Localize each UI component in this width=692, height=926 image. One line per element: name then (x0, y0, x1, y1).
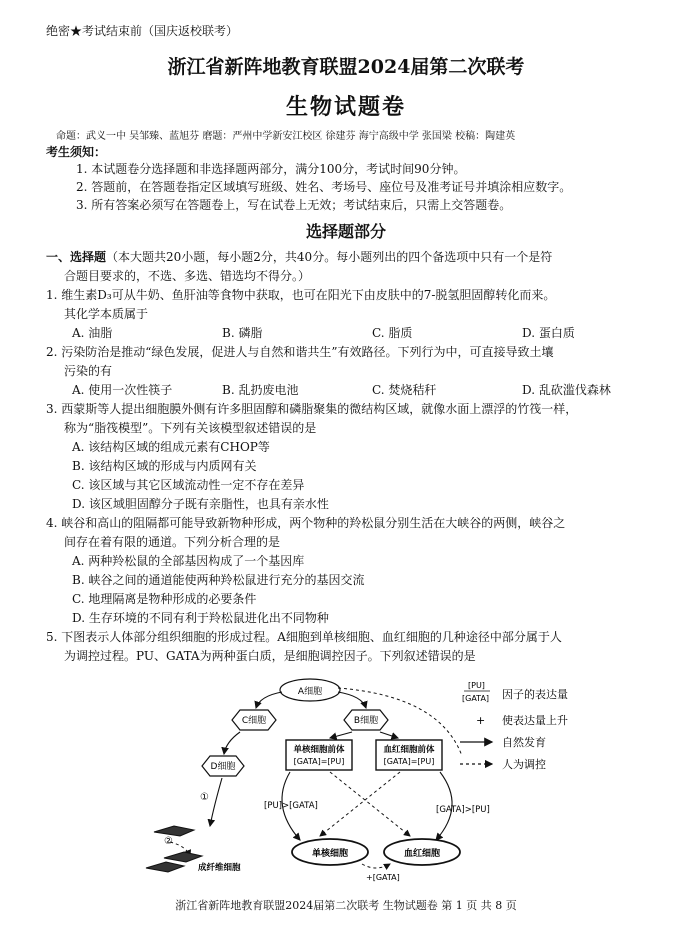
questions-block (46, 248, 676, 666)
option-b: B. 磷脂 (222, 326, 263, 340)
arrow-mono-rbc-dashed (362, 864, 390, 868)
section-title: 选择题部分 (305, 222, 386, 241)
cross-dashed-1 (330, 772, 410, 836)
notes-heading: 考生须知： (46, 145, 107, 159)
question-stem: 5. 下图表示人体部分组织细胞的形成过程。A细胞到单核细胞、血红细胞的几种途径中部分属于人 (46, 630, 562, 644)
arrow-a-c (256, 692, 282, 708)
options-row (46, 324, 676, 343)
right-condition: [GATA]>[PU] (436, 805, 490, 815)
legend-fraction-bottom: [GATA] (462, 694, 490, 703)
notes-list (76, 160, 571, 214)
option-c: C. 脂质 (372, 326, 413, 340)
step-1-label: ① (200, 792, 209, 803)
cell-d-label: D细胞 (210, 762, 236, 772)
fibroblast-label: 成纤维细胞 (198, 863, 241, 873)
exam-title: 浙江省新阵地教育联盟2024届第二次联考 (167, 56, 525, 78)
option-b: B. 乱扔废电池 (222, 383, 299, 397)
arrow-b-mono-pre (330, 732, 352, 738)
note-item: 2. 答题前，在答题卷指定区域填写班级、姓名、考场号、座位号及准考证号并填涂相应数字。 (76, 180, 572, 194)
left-condition: [PU]>[GATA] (264, 801, 318, 811)
option-b: B. 峡谷之间的通道能使两种羚松鼠进行充分的基因交流 (72, 573, 365, 587)
mono-precursor-ratio: [GATA]=[PU] (293, 757, 345, 766)
mono-cell-label: 单核细胞 (311, 849, 349, 859)
question-stem-cont: 为调控过程。PU、GATA为两种蛋白质，是细胞调控因子。下列叙述错误的是 (64, 649, 476, 663)
legend-factor-text: 因子的表达量 (502, 688, 568, 701)
arrow-c-d (224, 732, 240, 754)
arrow-b-rbc-pre (380, 732, 398, 738)
cell-b-label: B细胞 (353, 716, 379, 726)
fibroblast-shape (164, 852, 202, 862)
cell-a-label: A细胞 (297, 687, 323, 697)
option-d: D. 乱砍滥伐森林 (522, 383, 611, 397)
option-b: B. 该结构区域的形成与内质网有关 (72, 459, 257, 473)
page-footer: 浙江省新阵地教育联盟2024届第二次联考 生物试题卷 第 1 页 共 8 页 (175, 899, 517, 912)
mono-precursor-label: 单核细胞前体 (293, 745, 345, 755)
rbc-precursor-label: 血红细胞前体 (383, 745, 435, 755)
option-d: D. 该区域胆固醇分子既有亲脂性，也具有亲水性 (72, 497, 329, 511)
question-stem-cont: 其化学本质属于 (64, 307, 149, 321)
question-stem: 1. 维生素D₃可从牛奶、鱼肝油等食物中获取，也可在阳光下由皮肤中的7-脱氢胆固醇转化而来。 (46, 288, 556, 302)
part-intro-line2: 合题目要求的，不选、多选、错选均不得分。） (64, 269, 311, 283)
question-4 (46, 514, 676, 628)
legend-solid-text: 自然发育 (502, 736, 546, 749)
cell-c-label: C细胞 (241, 716, 267, 726)
step-2-label: ② (164, 836, 173, 847)
question-3 (46, 400, 676, 514)
exam-subtitle: 生物试题卷 (285, 94, 406, 120)
option-d: D. 蛋白质 (522, 326, 575, 340)
fibroblast-shape (154, 826, 194, 836)
question-5 (46, 628, 676, 666)
legend-dashed-text: 人为调控 (502, 758, 546, 771)
note-item: 3. 所有答案必须写在答题卷上，写在试卷上无效；考试结束后，只需上交答题卷。 (76, 198, 512, 212)
arrow-d-fibro (210, 778, 222, 826)
cell-differentiation-figure (140, 676, 670, 886)
fibroblast-shape (146, 862, 184, 872)
authors-line: 命题：武义一中 吴邹臻、蓝旭芬 磨题：严州中学新安江校区 徐建芬 海宁高级中学 张国梁 校稿：陶建英 (56, 131, 516, 142)
note-item: 1. 本试题卷分选择题和非选择题两部分，满分100分，考试时间90分钟。 (76, 162, 466, 176)
option-a: A. 使用一次性筷子 (72, 383, 173, 397)
option-d: D. 生存环境的不同有利于羚松鼠进化出不同物种 (72, 611, 329, 625)
question-stem: 4. 峡谷和高山的阻隔都可能导致新物种形成，两个物种的羚松鼠分别生活在大峡谷的两侧，峡谷之 (46, 516, 566, 530)
legend-plus-text: 使表达量上升 (502, 714, 568, 727)
question-stem: 3. 西蒙斯等人提出细胞膜外侧有许多胆固醇和磷脂聚集的微结构区域，就像水面上漂浮的竹筏一样， (46, 402, 578, 416)
part-intro-label: 一、选择题 (46, 250, 107, 264)
question-stem-cont: 污染的有 (64, 364, 113, 378)
question-stem-cont: 称为“脂筏模型”。下列有关该模型叙述错误的是 (64, 421, 317, 435)
part-intro (46, 248, 676, 267)
option-a: A. 两种羚松鼠的全部基因构成了一个基因库 (72, 554, 305, 568)
legend-plus: + (476, 714, 486, 727)
option-c: C. 焚烧秸秆 (372, 383, 437, 397)
option-c: C. 该区域与其它区域流动性一定不存在差异 (72, 478, 305, 492)
part-intro-text: （本大题共20小题，每小题2分，共40分。每小题列出的四个备选项中只有一个是符 (106, 250, 553, 264)
option-a: A. 该结构区域的组成元素有CHOP等 (72, 440, 270, 454)
plus-gata-label: +[GATA] (366, 873, 400, 882)
option-c: C. 地理隔离是物种形成的必要条件 (72, 592, 257, 606)
cross-dashed-2 (320, 772, 400, 836)
question-stem: 2. 污染防治是推动“绿色发展，促进人与自然和谐共生”有效路径。下列行为中，可直接导致土壤 (46, 345, 554, 359)
options-row (46, 381, 676, 400)
rbc-cell-label: 血红细胞 (403, 849, 441, 859)
arrow-a-b (338, 692, 366, 708)
confidential-label: 绝密★考试结束前（国庆返校联考） (46, 24, 239, 38)
option-a: A. 油脂 (72, 326, 113, 340)
legend-fraction-top: [PU] (468, 681, 485, 690)
question-2 (46, 343, 676, 400)
question-stem-cont: 间存在着有限的通道。下列分析合理的是 (64, 535, 281, 549)
question-1 (46, 286, 676, 343)
rbc-precursor-ratio: [GATA]=[PU] (383, 757, 435, 766)
